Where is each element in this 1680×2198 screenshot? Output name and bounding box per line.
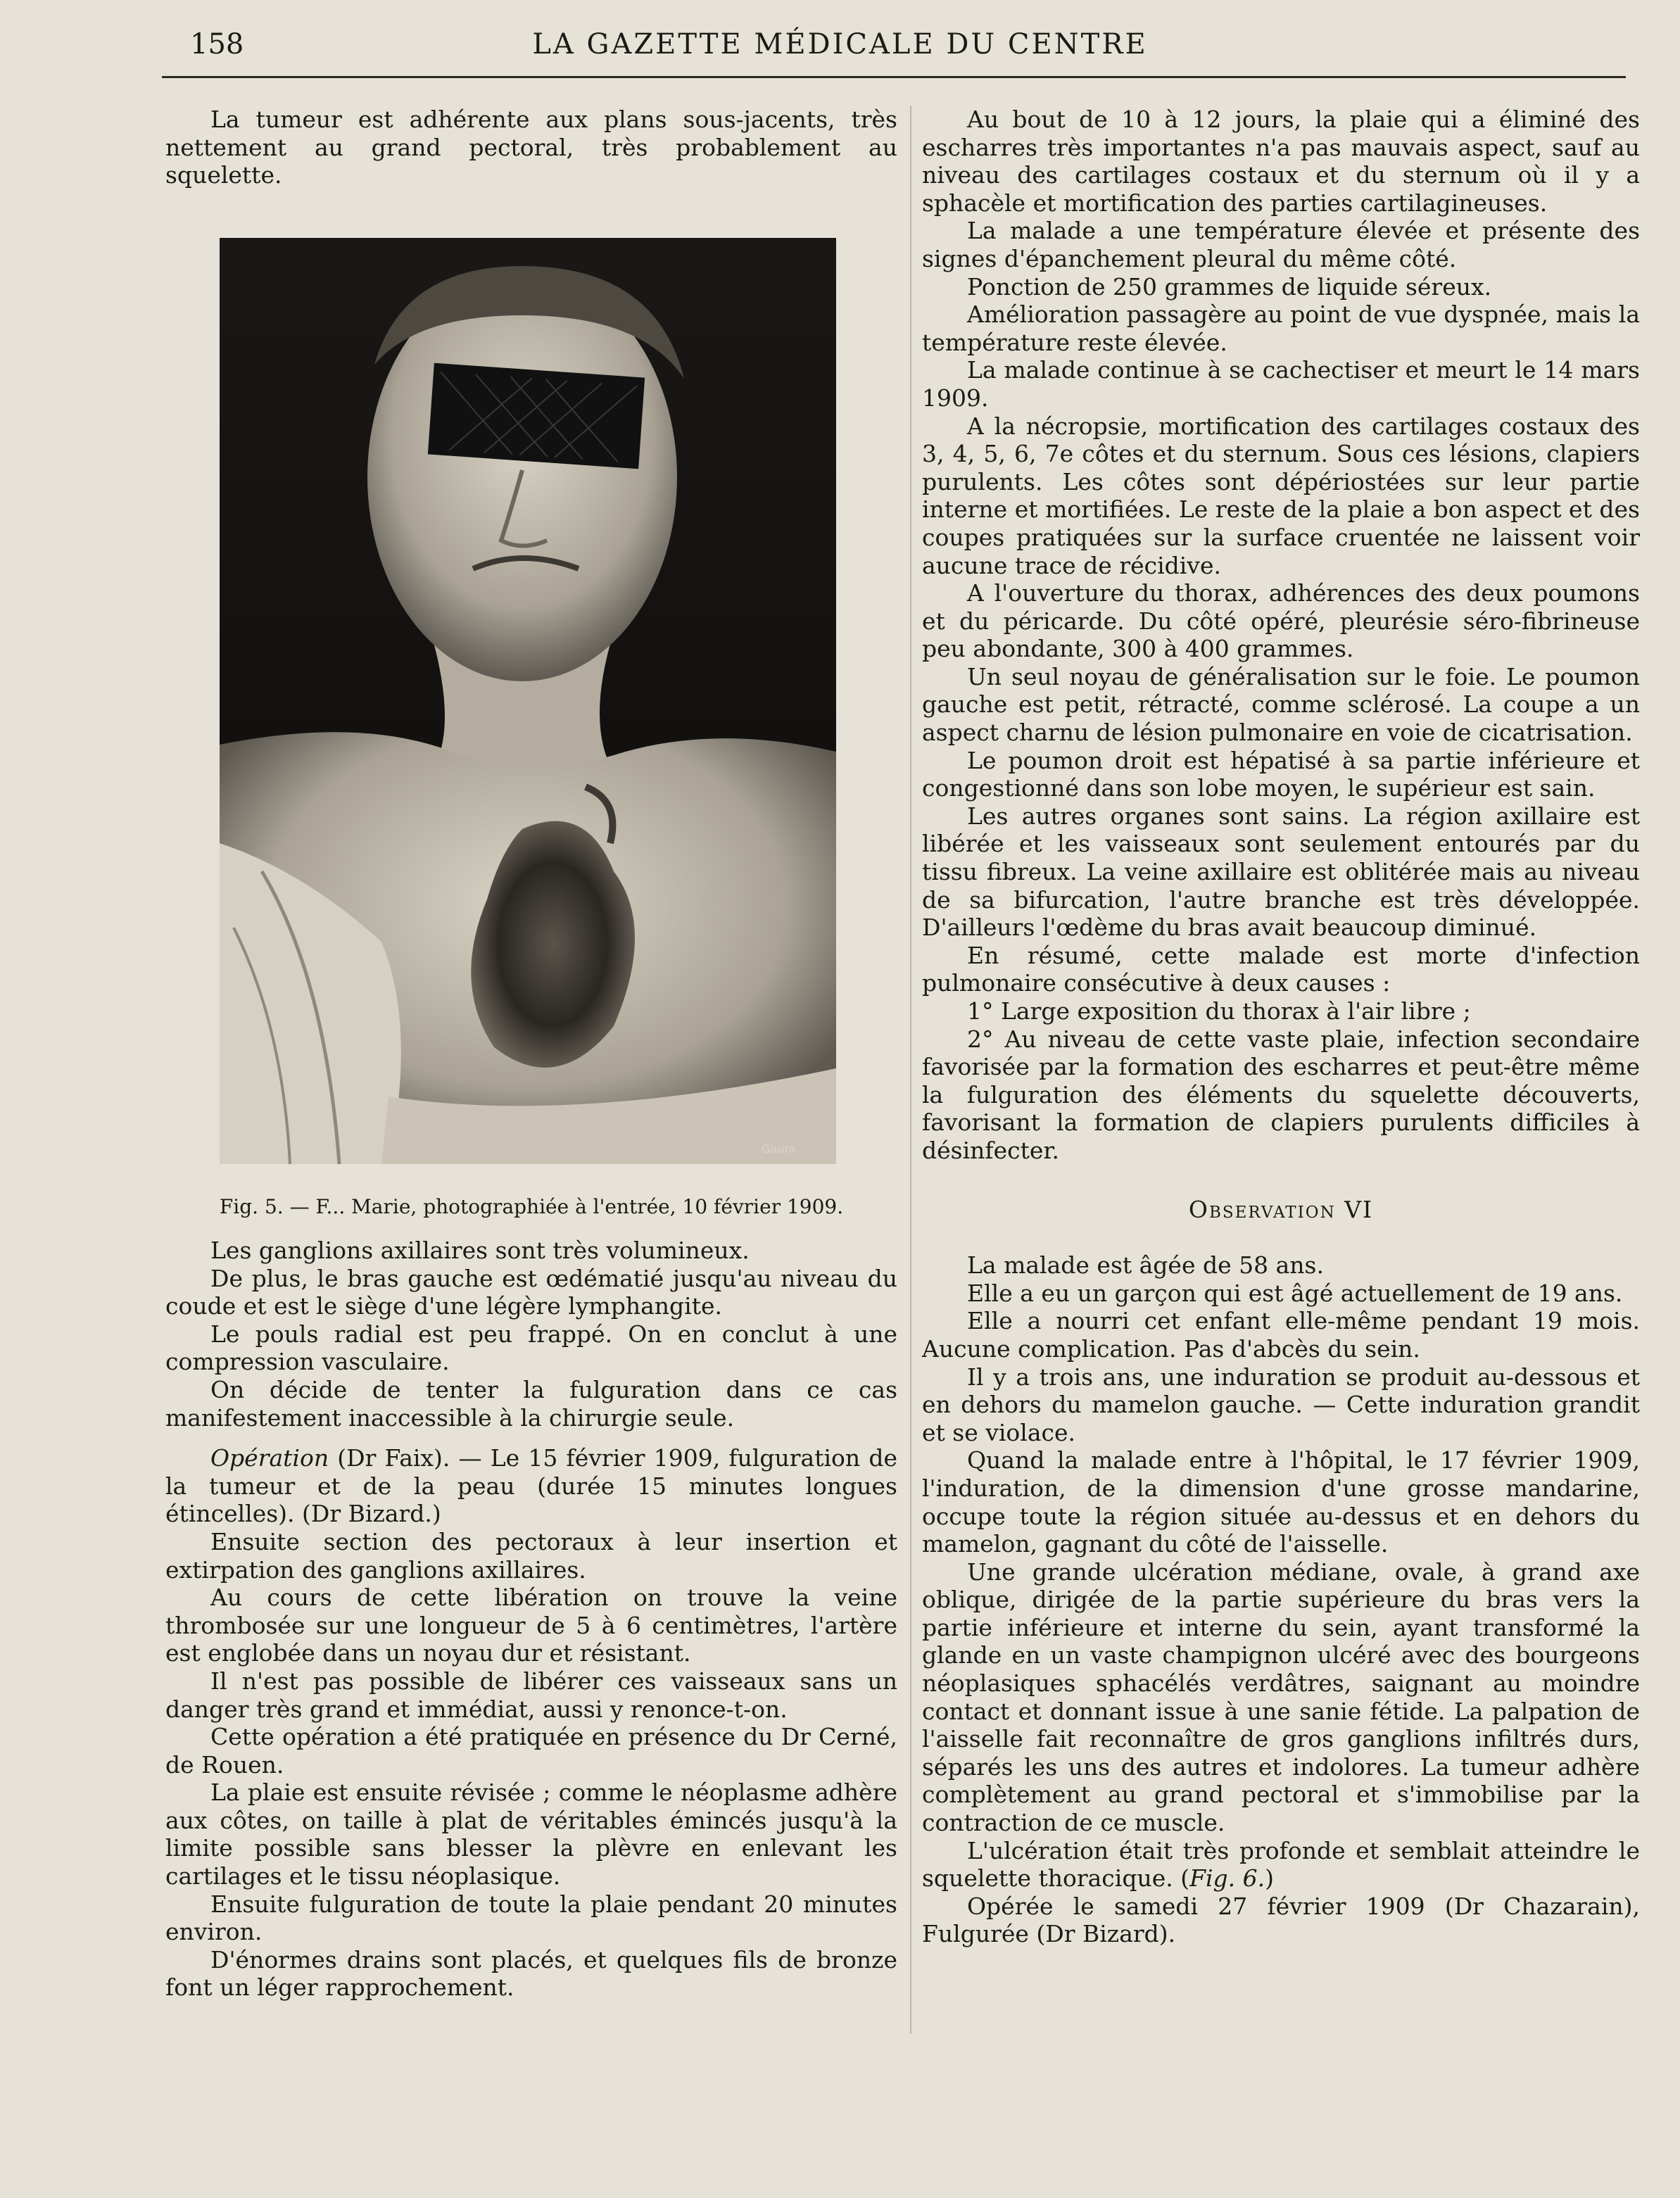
photographer-signature: Gaura	[762, 1142, 796, 1156]
paragraph: Un seul noyau de généralisation sur le foie. Le poumon gauche est petit, rétracté, comme sclérosé. La coupe a un aspect charnu de lésion pulmonaire en voie de cicatrisation.	[922, 662, 1640, 747]
column-divider	[910, 106, 911, 2034]
patient-photograph	[220, 238, 836, 1164]
paragraph: La malade continue à se cachectiser et meurt le 14 mars 1909.	[922, 356, 1640, 412]
paragraph: Il n'est pas possible de libérer ces vaisseaux sans un danger très grand et immédiat, aussi y renonce-t-on.	[165, 1667, 897, 1723]
paragraph: Quand la malade entre à l'hôpital, le 17 février 1909, l'induration, de la dimension d'une grosse mandarine, occupe toute la région située au-dessus et en dehors du mamelon, gagnant du côté de l'aisselle.	[922, 1446, 1640, 1558]
page-number: 158	[190, 28, 244, 61]
operation-lead: Opération	[210, 1444, 329, 1472]
paragraph: Il y a trois ans, une induration se produit au-dessous et en dehors du mamelon gauche. — Cette induration grandit et se violace.	[922, 1363, 1640, 1446]
paragraph: Ponction de 250 grammes de liquide séreux.	[967, 272, 1492, 301]
paragraph: Les ganglions axillaires sont très volumineux.	[210, 1237, 750, 1264]
paragraph: Une grande ulcération médiane, ovale, à grand axe oblique, dirigée de la partie supérieure du bras vers la partie inférieure et interne du sein, ayant transformé la glande en un vaste champignon ulcéré avec des bourgeons néoplasiques sphacélés verdâtres, saignant au moindre contact et donnant issue à une sanie fétide. La palpation de l'aisselle fait reconnaître de gros ganglions infiltrés durs, séparés les uns des autres et indolores. La tumeur adhère complètement au grand pectoral et s'immobilise par la contraction de ce muscle.	[922, 1558, 1640, 1837]
paragraph: Elle a nourri cet enfant elle-même pendant 19 mois. Aucune complication. Pas d'abcès du sein.	[922, 1307, 1640, 1363]
paragraph: Amélioration passagère au point de vue dyspnée, mais la température reste élevée.	[922, 301, 1640, 356]
left-column-bottom	[165, 1237, 897, 2002]
section-heading: Observation VI	[1188, 1195, 1374, 1223]
paragraph: Opérée le samedi 27 février 1909 (Dr Chazarain), Fulgurée (Dr Bizard).	[922, 1892, 1640, 1948]
header-rule	[162, 76, 1626, 78]
paragraph: Cette opération a été pratiquée en présence du Dr Cerné, de Rouen.	[165, 1723, 897, 1779]
paragraph: Ensuite fulguration de toute la plaie pendant 20 minutes environ.	[165, 1890, 897, 1946]
paragraph: De plus, le bras gauche est œdématié jusqu'au niveau du coude et est le siège d'une légère lymphangite.	[165, 1264, 897, 1320]
paragraph: Le pouls radial est peu frappé. On en conclut à une compression vasculaire.	[165, 1320, 897, 1376]
paragraph-figure-ref	[922, 1837, 1640, 1893]
paragraph: La plaie est ensuite révisée ; comme le néoplasme adhère aux côtes, on taille à plat de véritables émincés jusqu'à la limite possible sans blesser la plèvre en enlevant les cartilages et le tissu néoplasique.	[165, 1779, 897, 1890]
paragraph: La tumeur est adhérente aux plans sous-jacents, très nettement au grand pectoral, très probablement au squelette.	[165, 106, 897, 189]
paragraph: A l'ouverture du thorax, adhérences des deux poumons et du péricarde. Du côté opéré, pleurésie séro-fibrineuse peu abondante, 300 à 400 grammes.	[922, 579, 1640, 663]
paragraph: Ensuite section des pectoraux à leur insertion et extirpation des ganglions axillaires.	[165, 1527, 897, 1584]
paragraph: Elle a eu un garçon qui est âgé actuellement de 19 ans.	[967, 1279, 1623, 1307]
text: L'ulcération était très profonde et semblait atteindre le squelette thoracique. (	[922, 1836, 1640, 1893]
operation-text: (Dr Faix). — Le 15 février 1909, fulguration de la tumeur et de la peau (durée 15 minutes longues étincelles). (Dr Bizard.)	[165, 1444, 897, 1528]
paragraph: La malade est âgée de 58 ans.	[967, 1251, 1324, 1280]
paragraph-operation	[165, 1444, 897, 1528]
paragraph: Au bout de 10 à 12 jours, la plaie qui a éliminé des escharres très importantes n'a pas mauvais aspect, sauf au niveau des cartilages costaux et du sternum où il y a sphacèle et mortification des parties cartilagineuses.	[922, 106, 1640, 217]
running-title: LA GAZETTE MÉDICALE DU CENTRE	[532, 28, 1148, 61]
right-column	[922, 106, 1640, 1948]
paragraph: Le poumon droit est hépatisé à sa partie inférieure et congestionné dans son lobe moyen, le supérieur est sain.	[922, 746, 1640, 802]
figure-reference: Fig. 6.	[1189, 1864, 1265, 1893]
paragraph: On décide de tenter la fulguration dans ce cas manifestement inaccessible à la chirurgie seule.	[165, 1375, 897, 1432]
paragraph: La malade a une température élevée et présente des signes d'épanchement pleural du même côté.	[922, 217, 1640, 272]
text: )	[1265, 1864, 1275, 1893]
figure-caption: Fig. 5. — F... Marie, photographiée à l'entrée, 10 février 1909.	[219, 1195, 844, 1218]
paragraph: A la nécropsie, mortification des cartilages costaux des 3, 4, 5, 6, 7e côtes et du sternum. Sous ces lésions, clapiers purulents. Les côtes sont dépériostées sur leur partie interne et mortifiées. Le reste de la plaie a bon aspect et des coupes pratiquées sur la surface cruentée ne laissent voir aucune trace de récidive.	[922, 412, 1640, 579]
paragraph: Au cours de cette libération on trouve la veine thrombosée sur une longueur de 5 à 6 centimètres, l'artère est englobée dans un noyau dur et résistant.	[165, 1584, 897, 1667]
paragraph: D'énormes drains sont placés, et quelques fils de bronze font un léger rapprochement.	[165, 1945, 897, 2002]
paragraph: 2° Au niveau de cette vaste plaie, infection secondaire favorisée par la formation des escharres et peut-être même la fulguration des éléments du squelette découverts, favorisant la formation de clapiers purulents difficiles à désinfecter.	[922, 1025, 1640, 1164]
paragraph: Les autres organes sont sains. La région axillaire est libérée et les vaisseaux sont seulement entourés par du tissu fibreux. La veine axillaire est oblitérée mais au niveau de sa bifurcation, l'autre branche est très développée. D'ailleurs l'œdème du bras avait beaucoup diminué.	[922, 802, 1640, 942]
paragraph: En résumé, cette malade est morte d'infection pulmonaire consécutive à deux causes :	[922, 941, 1640, 997]
paragraph: 1° Large exposition du thorax à l'air libre ;	[967, 997, 1471, 1025]
left-column-top	[165, 106, 897, 189]
